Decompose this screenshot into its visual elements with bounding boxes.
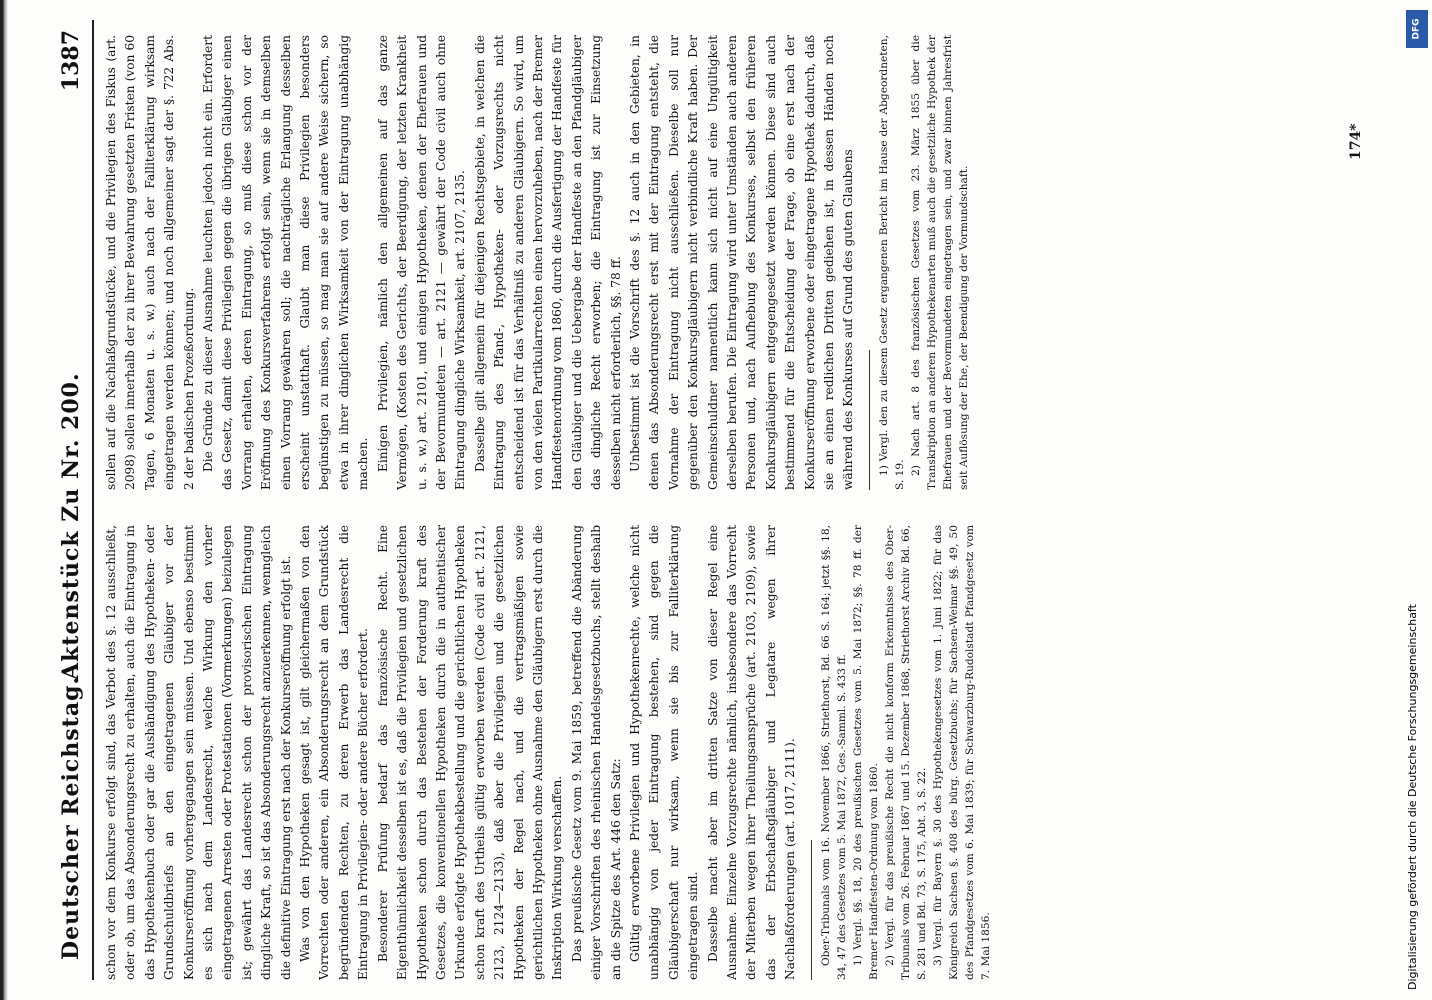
footnote: 3) Vergl. für Bayern §. 30 des Hypothekengesetzes vom 1. Juni 1822; für das Königreich Sachsen §. 408 des bürg. Gesetzbuchs; für Sachsen-Weimar §§. 49, 50 des Pfandgesetzes vom 6. Mai 1839; für Schwarzburg-Rudolstadt Pfandgesetz vom 7. Mai 1856. (931, 525, 992, 980)
paragraph: Gültig erworbene Privilegien und Hypothekenrechte, welche nicht unabhängig von jeder Eintragung bestehen, sind gegen die Gläubigerschaft nur wirksam, wenn sie bis zur Falliterklärung eingetragen sind. (627, 525, 701, 980)
footnote: 2) Nach art. 8 des französischen Gesetzes vom 23. März 1855 über die Transkription an anderen Hypothekenarten muß auch die gesetzliche Hypothek der Ehefrauen und der Bevormundeten eingetragen sein, und zwar binnen Jahresfrist seit Auflösung der Ehe, der Beendigung der Vormundschaft. (909, 35, 970, 490)
paragraph: Dasselbe macht aber im dritten Satze von dieser Regel eine Ausnahme. Einzelne Vorzugsrechte nämlich, insbesondere das Vorrecht der Miterben wegen ihrer Theilungsansprüche (art. 2103, 2109), sowie das der Erbschaftsgläubiger und Legatare wegen ihrer Nachlaßforderungen (art. 1017, 2111). (705, 525, 798, 980)
scan-edge (0, 0, 8, 1000)
header-rule (92, 20, 94, 980)
running-head (58, 20, 88, 980)
footnote: 1) Vergl. §§. 18, 20 des preußischen Gesetzes vom 5. Mai 1872; §§. 78 ff. der Bremer Handfesten-Ordnung vom 1860. (851, 525, 880, 980)
footnote-rule (869, 350, 870, 490)
footnote: Ober-Tribunals vom 16. November 1866, Striethorst, Bd. 66 S. 164; jetzt §§. 18, 34, 47 des Gesetzes vom 5. Mai 1872, Ges.-Samml. S. 433 ff. (819, 525, 848, 980)
digitization-note (1400, 10, 1426, 990)
paragraph: Einigen Privilegien, nämlich den allgemeinen auf das ganze Vermögen, (Kosten des Gerichts, der Beerdigung, der letzten Krankheit u. s. w.) art. 2101, und einigen Hypotheken, denen der Ehefrauen und der Bevormundeten — art. 2121 — gewährt der Code civil auch ohne Eintragung dingliche Wirksamkeit, art. 2107, 2135. (375, 35, 468, 490)
footnote-rule (811, 840, 812, 980)
right-column (102, 35, 1422, 490)
left-column (102, 525, 1422, 980)
footnotes-right (876, 35, 972, 490)
page-number: 1387 (58, 30, 84, 92)
header-document-number: Aktenstück Zu Nr. 200. (58, 372, 84, 680)
rotated-page-content (58, 20, 1432, 980)
footnote: 1) Vergl. den zu diesem Gesetz ergangenen Bericht im Hause der Abgeordneten, S. 19. (877, 35, 906, 490)
paragraph: Besonderer Prüfung bedarf das französische Recht. Eine Eigenthümlichkeit desselben ist es, daß die Privilegien und gesetzlichen Hypotheken schon durch das Bestehen der Forderung kraft des Gesetzes, die konventionellen Hypotheken durch die in authentischer Urkunde erfolgte Hypothekbestellung und die gerichtlichen Hypotheken schon kraft des Urtheils gültig erworben werden (Code civil art. 2121, 2123, 2124—2133), daß aber die Privilegien und die gesetzlichen Hypotheken der Regel nach, und die vertragsmäßigen sowie gerichtlichen Hypotheken ohne Ausnahme den Gläubigern erst durch die Inskription Wirkung verschaffen. (375, 525, 565, 980)
digitization-note-text: Digitalisierung gefördert durch die Deutsche Forschungsgemeinschaft (1406, 604, 1419, 990)
header-publication: Deutscher Reichstag. (58, 675, 84, 960)
footnotes-left (818, 525, 994, 980)
paragraph: Dasselbe gilt allgemein für diejenigen Rechtsgebiete, in welchen die Eintragung des Pfand-, Hypotheken- oder Vorzugsrechts nicht entscheidend ist für das Verhältniß zu anderen Gläubigern. So wird, um von den vielen Partikularrechten einen hervorzuheben, nach der Bremer Handfestenordnung vom 1860, durch die Ausfertigung der Handfeste für den Gläubiger und die Uebergabe der Handfeste an den Pfandgläubiger das dingliche Recht erworben; die Eintragung ist zur Einsetzung desselben nicht erforderlich, §§. 78 ff. (472, 35, 623, 490)
paragraph: schon vor dem Konkurse erfolgt sind, das Verbot des §. 12 ausschließt, oder ob, um das Absonderungsrecht zu erhalten, auch die Eintragung in das Hypothekenbuch oder gar die Aushändigung des Hypotheken- oder Grundschuldbriefs an den eingetragenen Gläubiger vor der Konkurseröffnung vorhergegangen sein müssen. Und ebenso bestimmt es sich nach dem Landesrecht, welche Wirkung den vorher eingetragenen Arresten oder Protestationen (Vormerkungen) beizulegen ist; gewährt das Landesrecht schon der provisorischen Eintragung dingliche Kraft, so ist das Absonderungsrecht anzuerkennen, wenngleich die definitive Eintragung erst nach der Konkurseröffnung erfolgt ist. (104, 525, 293, 980)
sheet-signature: 174* (1348, 123, 1364, 160)
dfg-logo-text: DFG (1411, 18, 1422, 40)
paragraph: sollen auf die Nachlaßgrundstücke, und die Privilegien des Fiskus (art. 2098) sollen innerhalb der zu ihrer Bewahrung gesetzten Fristen (von 60 Tagen, 6 Monaten u. s. w.) auch nach der Falliterklärung wirksam eingetragen werden können; und noch allgemeiner sagt der §. 722 Abs. 2 der badischen Prozeßordnung. (104, 35, 196, 490)
paragraph: Das preußische Gesetz vom 9. Mai 1859, betreffend die Abänderung einiger Vorschriften des rheinischen Handelsgesetzbuchs, stellt deshalb an die Spitze des Art. 446 den Satz: (569, 525, 623, 980)
dfg-logo (1406, 10, 1428, 48)
footnote: 2) Vergl. für das preußische Recht die nicht konform Erkenntnisse des Ober-Tribunals vom 26. Februar 1867 und 15. Dezember 1868, Striethorst Archiv Bd. 66, S. 281 und Bd. 73, S. 175, Abt. 3, S. 22. (883, 525, 928, 980)
paragraph: Unbestimmt ist die Vorschrift des §. 12 auch in den Gebieten, in denen das Absonderungsrecht erst mit der Eintragung entsteht, die Vornahme der Eintragung nicht ausschließen. Dieselbe soll nur gegenüber den Konkursgläubigern nicht verbindliche Kraft haben. Der Gemeinschuldner namentlich kann sich nicht auf eine Ungültigkeit derselben berufen. Die Eintragung wird unter Umständen auch anderen Personen und, nach Aufhebung des Konkurses, selbst den früheren Konkursgläubigern entgegengesetzt werden können. Diese sind auch bestimmend für die Entscheidung der Frage, ob eine erst nach der Konkurseröffnung erworbene oder eingetragene Hypothek dadurch, daß sie an einen redlichen Dritten gediehen ist, in dessen Händen noch während des Konkurses auf Grund des guten Glaubens (627, 35, 856, 490)
paragraph: Was von den Hypotheken gesagt ist, gilt gleichermaßen von den Vorrechten oder anderen, ein Absonderungsrecht an dem Grundstück begründenden Rechten, zu deren Erwerb das Landesrecht die Eintragung in Privilegien- oder andere Bücher erfordert. (298, 525, 371, 980)
paragraph: Die Gründe zu dieser Ausnahme leuchten jedoch nicht ein. Erfordert das Gesetz, damit diese Privilegien gegen die übrigen Gläubiger einen Vorrang erhalten, deren Eintragung, so muß diese schon vor der Eröffnung des Konkursverfahrens erfolgt sein, wenn sie in demselben einen Vorrang gewähren soll; die nachträgliche Erlangung desselben erscheint unstatthaft. Glaubt man diese Privilegien besonders begünstigen zu müssen, so mag man sie auf andere Weise sichern, so etwa in ihrer dinglichen Wirksamkeit von der Eintragung unabhängig machen. (201, 35, 371, 490)
